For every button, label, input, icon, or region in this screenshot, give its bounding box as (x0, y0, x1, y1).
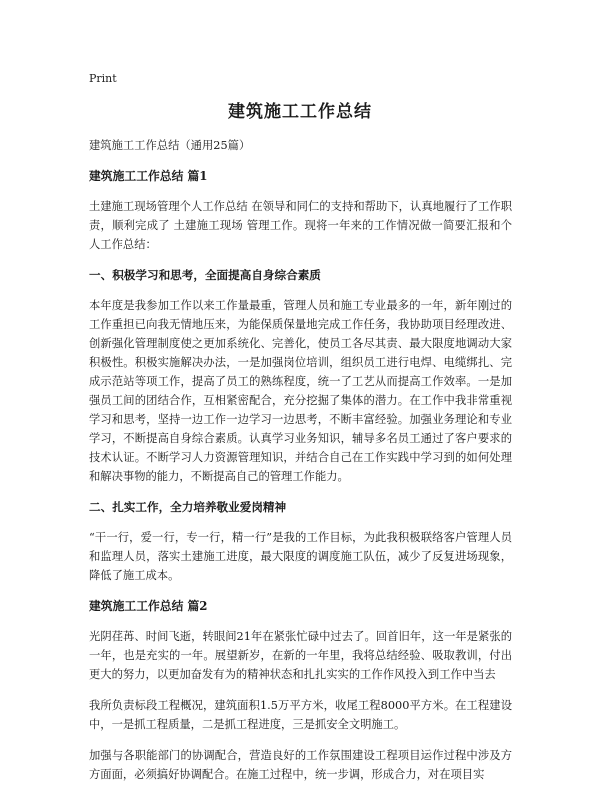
document-title: 建筑施工工作总结 (228, 102, 372, 122)
document-body (89, 136, 512, 796)
subheading-1: 一、积极学习和思考，全面提高自身综合素质 (89, 268, 321, 282)
paragraph: 本年度是我参加工作以来工作量最重，管理人员和施工专业最多的一年，新年刚过的工作重担已向我无情地压来，为能保质保量地完成工作任务，我协助项目经理改进、创新强化管理制度使之更加系统化、完善化，使员工各尽其责、最大限度地调动大家积极性。积极实施解决办法，一是加强岗位培训，组织员工进行电焊、电缆绑扎、完成示范站等项工作，提高了员工的熟练程度，统一了工艺从而提高工作效率。一是加强员工间的团结合作，互相紧密配合，充分挖掘了集体的潜力。在工作中我非常重视学习和思考，坚持一边工作一边学习一边思考，不断丰富经验。加强业务理论和专业学习，不断提高自身综合素质。认真学习业务知识，辅导多名员工通过了客户要求的技术认证。不断学习人力资源管理知识，并结合自己在工作实践中学习到的如何处理和解决事物的能力，不断提高自己的管理工作能力。 (89, 299, 512, 483)
subheading-2: 二、扎实工作，全力培养敬业爱岗精神 (89, 500, 287, 514)
paragraph: 我所负责标段工程概况，建筑面积1.5万平方米，收尾工程8000平方米。在工程建设中，一是抓工程质量，二是抓工程进度，三是抓安全文明施工。 (89, 699, 512, 731)
section-heading-2: 建筑施工工作总结 篇2 (89, 599, 208, 613)
paragraph: 加强与各职能部门的协调配合，营造良好的工作氛围建设工程项目运作过程中涉及方方面面，必须搞好协调配合。在施工过程中，统一步调，形成合力，对在项目实 (89, 749, 512, 781)
paragraph: “干一行，爱一行，专一行，精一行”是我的工作目标，为此我积极联络客户管理人员和监理人员，落实土建施工进度，最大限度的调度施工队伍，减少了反复进场现象， 降低了施工成本。 (89, 531, 512, 582)
paragraph: 光阴荏苒、时间飞逝，转眼间21年在紧张忙碌中过去了。回首旧年，这一年是紧张的一年，也是充实的一年。展望新岁，在新的一年里，我将总结经验、吸取教训，付出更大的努力，以更加奋发有为的精神状态和扎扎实实的工作作风投入到工作中当去 (89, 630, 512, 681)
paragraph: 土建施工现场管理个人工作总结 在领导和同仁的支持和帮助下，认真地履行了工作职责，顺利完成了 土建施工现场 管理工作。现将一年来的工作情况做一简要汇报和个人工作总结： (89, 200, 512, 251)
print-label[interactable]: Print (89, 72, 117, 85)
section-heading-1: 建筑施工工作总结 篇1 (89, 169, 208, 183)
document-subtitle: 建筑施工工作总结（通用25篇） (89, 139, 251, 152)
